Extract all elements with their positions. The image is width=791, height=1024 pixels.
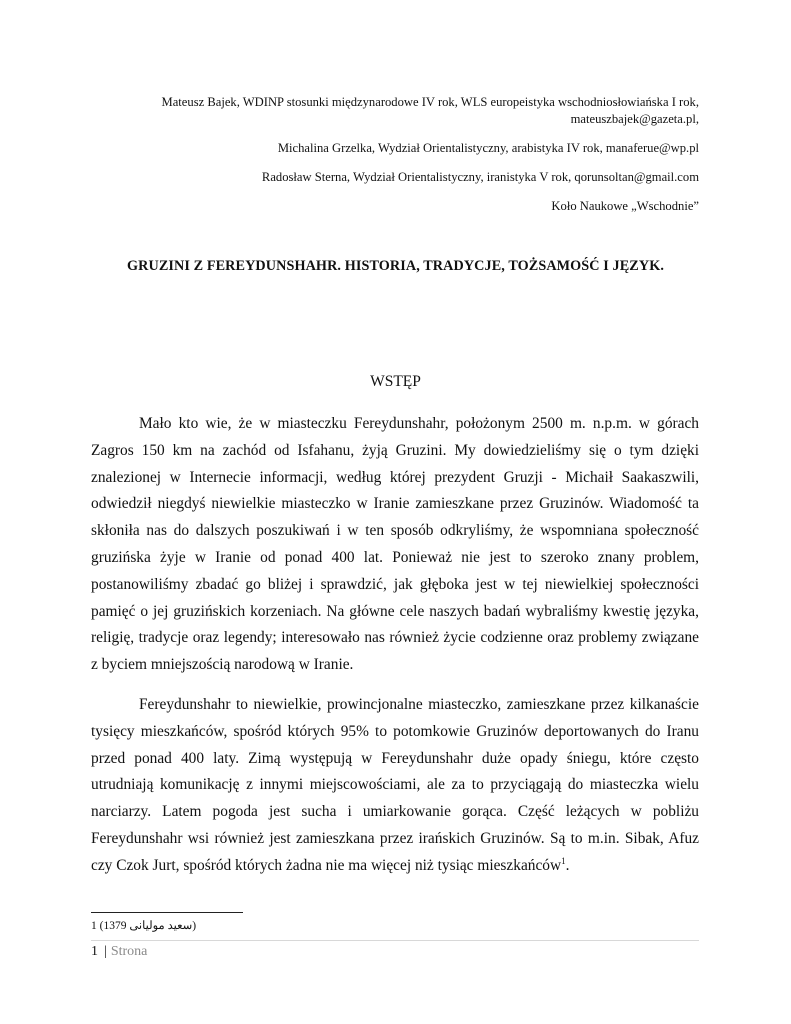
footer-label: Strona: [110, 944, 148, 959]
footnote: 1 (سعید مولیانی 1379): [91, 920, 197, 932]
footer-divider: [91, 940, 699, 941]
affiliation: Koło Naukowe „Wschodnie”: [551, 199, 699, 213]
footer-separator: |: [104, 944, 107, 959]
body-text: [91, 411, 699, 893]
author-grzelka: Michalina Grzelka, Wydział Orientalistyczny, arabistyka IV rok, manaferue@wp.pl: [277, 141, 699, 155]
document-title: GRUZINI Z FEREYDUNSHAHR. HISTORIA, TRADYCJE, TOŻSAMOŚĆ I JĘZYK.: [127, 258, 664, 274]
paragraph-2: Fereydunshahr to niewielkie, prowincjonalne miasteczko, zamieszkane przez kilkanaście tysięcy mieszkańców, spośród których 95% to potomkowie Gruzinów deportowanych do Iranu przed ponad 400 laty. Zimą występują w Fereydunshahr duże opady śniegu, które często utrudniają komunikację z innymi miejscowościami, ale za to przyciągają do miasteczka wielu narciarzy. Latem pogoda jest sucha i umiarkowanie gorąca. Część leżących w pobliżu Fereydunshahr wsi również jest zamieszkana przez irańskich Gruzinów. Są to m.in. Sibak, Afuz czy Czok Jurt, spośród których żadna nie ma więcej niż tysiąc mieszkańców$^1$.: [91, 695, 699, 874]
author-block: [162, 94, 699, 227]
author-sterna: Radosław Sterna, Wydział Orientalistyczny, iranistyka V rok, qorunsoltan@gmail.com: [261, 170, 699, 184]
page-number: 1: [91, 944, 98, 959]
author-bajek-email: mateuszbajek@gazeta.pl,: [570, 112, 699, 126]
author-bajek: [162, 94, 699, 128]
author-bajek-line1: Mateusz Bajek, WDINP stosunki międzynarodowe IV rok, WLS europeistyka wschodniosłowiańska I rok,: [161, 95, 699, 109]
paragraph-2-text: Fereydunshahr to niewielkie, prowincjonalne miasteczko, zamieszkane przez kilkanaście tysięcy mieszkańców, spośród których 95% to potomkowie Gruzinów deportowanych do Iranu przed ponad 400 laty. Zimą występują w Fereydunshahr duże opady śniegu, które często utrudniają komunikację z innymi miejscowościami, ale za to przyciągają do miasteczka wielu narciarzy. Latem pogoda jest sucha i umiarkowanie gorąca. Część leżących w pobliżu Fereydunshahr wsi również jest zamieszkana przez irańskich Gruzinów. Są to m.in. Sibak, Afuz czy Czok Jurt, spośród których żadna nie ma więcej niż tysiąc mieszkańców: [91, 695, 699, 874]
section-heading: WSTĘP: [370, 373, 421, 390]
page-footer: [91, 944, 147, 960]
footnote-reference[interactable]: 1: [561, 855, 566, 866]
paragraph-1: Mało kto wie, że w miasteczku Fereydunshahr, położonym 2500 m. n.p.m. w górach Zagros 150 km na zachód od Isfahanu, żyją Gruzini. My dowiedzieliśmy się o tym dzięki znalezionej w Internecie informacji, według której prezydent Gruzji - Michaił Saakaszwili, odwiedził niegdyś niewielkie miasteczko w Iranie zamieszkane przez Gruzinów. Wiadomość ta skłoniła nas do dalszych poszukiwań i w ten sposób odkryliśmy, że wspomniana społeczność gruzińska żyje w Iranie od ponad 400 lat. Ponieważ nie jest to szeroko znany problem, postanowiliśmy zbadać go bliżej i sprawdzić, jak głęboka jest w tej niewielkiej społeczności pamięć o jej gruzińskich korzeniach. Na główne cele naszych badań wybraliśmy kwestię języka, religię, tradycje oraz legendy; interesowało nas również życie codzienne oraz problemy związane z byciem mniejszością narodową w Iranie.: [91, 415, 699, 674]
footnote-divider: [91, 912, 243, 913]
